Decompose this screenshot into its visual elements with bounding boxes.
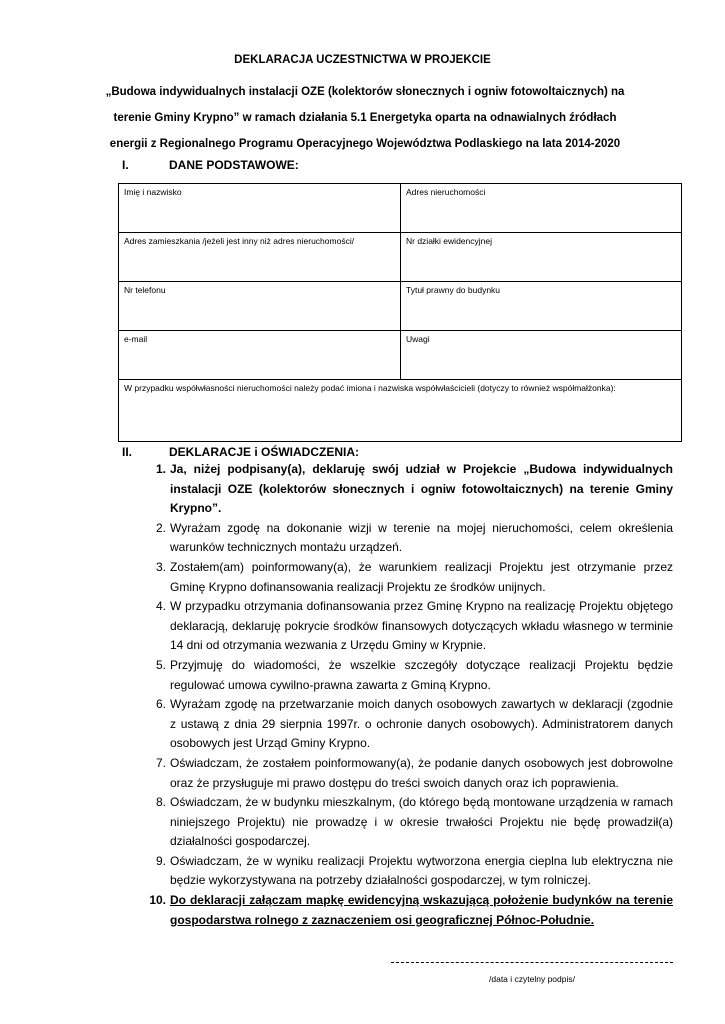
- legal-title-field[interactable]: [401, 282, 682, 331]
- section-2-title: DEKLARACJE i OŚWIADCZENIA:: [169, 445, 360, 459]
- email-field[interactable]: [119, 331, 401, 380]
- declaration-text: Do deklaracji załączam mapkę ewidencyjną wskazującą położenie budynków na terenie gospodarstwa rolnego z zaznaczeniem osi geograficznej Północ-Południe.: [170, 893, 673, 927]
- declaration-item: [122, 793, 673, 852]
- signature-line[interactable]: [391, 962, 673, 963]
- declaration-text: Wyrażam zgodę na przetwarzanie moich danych osobowych zawartych w deklaracji (zgodnie z ustawą z dnia 29 sierpnia 1997r. o ochronie danych osobowych). Administratorem danych osobowych jest Urząd Gminy Krypno.: [170, 697, 673, 751]
- section-1-heading: [122, 158, 299, 172]
- declaration-number: 6.: [155, 697, 166, 712]
- notes-field[interactable]: [401, 331, 682, 380]
- signature-caption: /data i czytelny podpis/: [489, 974, 575, 984]
- residence-address-label: Adres zamieszkania /jeżeli jest inny niż adres nieruchomości/: [124, 236, 355, 246]
- phone-label: Nr telefonu: [124, 285, 166, 295]
- declaration-text: Przyjmuję do wiadomości, że wszelkie szczegóły dotyczące realizacji Projektu będzie regulować umowa cywilno-prawna zawarta z Gminą Krypno.: [170, 657, 673, 692]
- parcel-number-label: Nr działki ewidencyjnej: [406, 236, 492, 246]
- declaration-text: Wyrażam zgodę na dokonanie wizji w terenie na mojej nieruchomości, celem określenia warunków technicznych montażu urządzeń.: [170, 520, 673, 555]
- declaration-item: [122, 656, 673, 695]
- declaration-number: 2.: [155, 520, 166, 535]
- declaration-text: W przypadku otrzymania dofinansowania przez Gminę Krypno na realizację Projektu objętego deklaracją, deklaruję pokrycie środków finansowych dotyczących wkładu własnego w terminie 14 dni od otrzymania wezwania z Urzędu Gminy w Krypnie.: [170, 599, 673, 653]
- declaration-item: [122, 597, 673, 656]
- declaration-number: 1.: [155, 462, 166, 476]
- residence-address-field[interactable]: [119, 233, 401, 282]
- legal-title-label: Tytuł prawny do budynku: [406, 285, 501, 295]
- section-1-number: I.: [122, 158, 129, 172]
- declaration-item: [122, 519, 673, 558]
- declaration-number: 4.: [155, 599, 166, 614]
- coowners-field[interactable]: [119, 380, 682, 442]
- notes-label: Uwagi: [406, 334, 430, 344]
- project-subtitle: „Budowa indywidualnych instalacji OZE (kolektorów słonecznych i ogniw fotowoltaicznych) na terenie Gminy Krypno” w ramach działania 5.1 Energetyka oparta na odnawialnych źródłach energii z Regionalnego Programu Operacyjnego Województwa Podlaskiego na lata 2014-2020: [105, 86, 625, 150]
- declaration-item: [122, 695, 673, 754]
- section-2-heading: [122, 445, 359, 459]
- section-1-title: DANE PODSTAWOWE:: [169, 158, 299, 172]
- declaration-item: [122, 891, 673, 930]
- phone-field[interactable]: [119, 282, 401, 331]
- parcel-number-field[interactable]: [401, 233, 682, 282]
- declaration-number: 9.: [155, 853, 166, 868]
- name-label: Imię i nazwisko: [124, 187, 182, 197]
- declaration-number: 3.: [155, 559, 166, 574]
- declaration-number: 10.: [149, 893, 166, 908]
- declaration-text: Ja, niżej podpisany(a), deklaruję swój udział w Projekcie „Budowa indywidualnych instalacji OZE (kolektorów słonecznych i ogniw fotowoltaicznych) na terenie Gminy Krypno”.: [170, 462, 673, 516]
- declaration-item: [122, 754, 673, 793]
- email-label: e-mail: [124, 334, 148, 344]
- declaration-text: Oświadczam, że w budynku mieszkalnym, (do którego będą montowane urządzenia w ramach niniejszego Projektu) nie prowadzę i w okresie trwałości Projektu nie będę prowadził(a) działalności gospodarczej.: [170, 795, 673, 849]
- declaration-number: 8.: [155, 795, 166, 810]
- declaration-text: Zostałem(am) poinformowany(a), że warunkiem realizacji Projektu jest otrzymanie przez Gminę Krypno dofinansowania realizacji Projektu ze środków unijnych.: [170, 559, 673, 594]
- declaration-item: [122, 460, 673, 519]
- property-address-field[interactable]: [401, 184, 682, 233]
- declaration-number: 5.: [155, 657, 166, 672]
- section-2-number: II.: [122, 445, 133, 459]
- basic-data-form: [118, 183, 682, 442]
- declaration-text: Oświadczam, że zostałem poinformowany(a), że podanie danych osobowych jest dobrowolne oraz że przysługuje mi prawo dostępu do treści swoich danych oraz ich poprawienia.: [170, 755, 673, 790]
- declarations-list: [122, 460, 673, 930]
- declaration-item: [122, 852, 673, 891]
- document-title: DEKLARACJA UCZESTNICTWA W PROJEKCIE: [234, 54, 491, 66]
- declaration-number: 7.: [155, 755, 166, 770]
- name-field[interactable]: [119, 184, 401, 233]
- declaration-item: [122, 558, 673, 597]
- declaration-text: Oświadczam, że w wyniku realizacji Projektu wytworzona energia cieplna lub elektryczna nie będzie wykorzystywana na potrzeby działalności gospodarczej, w tym rolniczej.: [170, 853, 673, 888]
- coowners-label: W przypadku współwłasności nieruchomości należy podać imiona i nazwiska współwłaścicieli (dotyczy to również współmałżonka):: [124, 383, 616, 393]
- property-address-label: Adres nieruchomości: [406, 187, 486, 197]
